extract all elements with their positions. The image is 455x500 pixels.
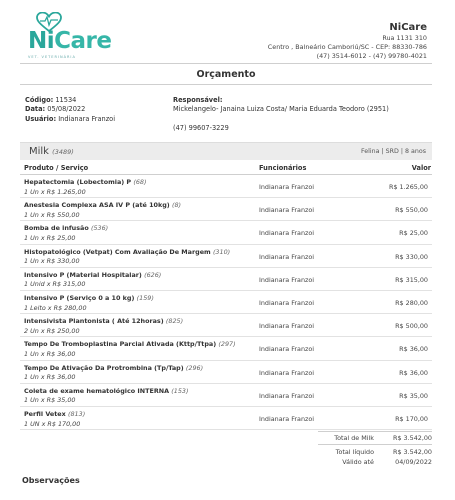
company-name: NiCare — [389, 22, 427, 33]
item-name — [24, 224, 108, 232]
item-value: R$ 1.265,00 — [389, 183, 428, 191]
responsible-label: Responsável: — [173, 96, 223, 104]
pet-id: (3489) — [52, 148, 74, 156]
item-value: R$ 550,00 — [395, 206, 428, 215]
pet-name-block — [29, 146, 74, 157]
item-quantity: 1 Leito x R$ 280,00 — [24, 303, 87, 312]
item-code: (153) — [171, 386, 189, 395]
table-row — [20, 268, 432, 291]
totals-divider — [318, 431, 432, 432]
item-value: R$ 280,00 — [395, 299, 428, 307]
item-name-text: Anestesia Complexa ASA IV P (até 10kg) — [24, 201, 170, 210]
item-name-text: Hepatectomia (Lobectomia) P — [24, 178, 132, 186]
table-row — [20, 384, 432, 407]
item-quantity: 1 Un x R$ 36,00 — [24, 373, 76, 382]
item-quantity: 1 Un x R$ 550,00 — [24, 210, 80, 219]
item-name-text: Tempo De Tromboplastina Parcial Ativada (Kttp/Ttpa) — [24, 340, 217, 349]
item-name-text: Intensivo P (Material Hospitalar) — [24, 270, 142, 279]
company-info — [268, 22, 427, 62]
responsible-phone: (47) 99607-3229 — [173, 123, 229, 132]
observations-title: Observações — [22, 476, 80, 485]
item-staff: Indianara Franzoi — [259, 229, 315, 238]
date-label: Data: — [25, 105, 46, 114]
item-value: R$ 170,00 — [395, 415, 428, 423]
item-value: R$ 35,00 — [399, 391, 428, 400]
budget-user: Indianara Franzoi — [58, 114, 116, 123]
pet-name: Milk — [29, 146, 49, 157]
table-row — [20, 221, 432, 244]
logo-wordmark — [28, 28, 111, 54]
pet-bar — [20, 142, 432, 160]
item-name — [24, 178, 146, 186]
budget-date: 05/08/2022 — [47, 105, 86, 114]
item-quantity: 1 UN x R$ 170,00 — [24, 419, 81, 428]
item-value: R$ 330,00 — [395, 252, 428, 261]
item-staff: Indianara Franzoi — [259, 275, 315, 284]
item-staff: Indianara Franzoi — [259, 299, 315, 307]
item-quantity: 1 Un x R$ 1.265,00 — [24, 187, 86, 196]
item-quantity: 1 Un x R$ 25,00 — [24, 233, 76, 242]
item-code: (813) — [68, 410, 86, 418]
item-name-text: Intensivo P (Serviço 0 a 10 kg) — [24, 294, 135, 302]
company-street: Rua 1131 310 — [382, 34, 427, 42]
item-name — [24, 248, 230, 256]
header-product: Produto / Serviço — [24, 164, 89, 172]
header — [0, 0, 455, 62]
item-staff: Indianara Franzoi — [259, 368, 315, 377]
logo-word-ni: Ni — [28, 28, 55, 54]
table-row — [20, 198, 432, 221]
code-label: Código: — [25, 96, 54, 104]
item-quantity: 1 Unid x R$ 315,00 — [24, 280, 86, 289]
table-row — [20, 291, 432, 314]
budget-info — [25, 96, 115, 124]
item-name-text: Tempo De Ativação Da Protrombina (Tp/Tap) — [24, 363, 184, 372]
item-staff: Indianara Franzoi — [259, 206, 315, 215]
pet-total-value: R$ 3.542,00 — [393, 434, 432, 442]
item-name-text: Histopatológico (Vetpat) Com Avaliação De Margem — [24, 247, 211, 256]
document-title: Orçamento — [20, 63, 432, 85]
item-name-text: Coleta de exame hematológico INTERNA — [24, 386, 170, 395]
responsible-info — [173, 96, 389, 133]
user-label: Usuário: — [25, 114, 57, 123]
item-name-text: Bomba de infusão — [24, 224, 89, 233]
item-code: (159) — [136, 294, 154, 302]
item-quantity: 1 Un x R$ 330,00 — [24, 257, 80, 266]
table-row — [20, 361, 432, 384]
valid-until-label: Válido até — [342, 458, 374, 466]
header-staff: Funcionários — [259, 164, 307, 172]
item-quantity: 1 Un x R$ 36,00 — [24, 349, 76, 358]
table-row — [20, 407, 432, 430]
item-name-text: Intensivista Plantonista ( Até 12horas) — [24, 317, 164, 326]
company-address: Centro , Balneário Camboriú/SC - CEP: 88330-786 — [267, 43, 427, 52]
item-code: (310) — [212, 247, 231, 256]
item-quantity: 1 Un x R$ 35,00 — [24, 396, 76, 405]
item-staff: Indianara Franzoi — [259, 252, 315, 261]
item-name — [24, 387, 188, 395]
company-phones: (47) 3514-6012 - (47) 99780-4021 — [316, 52, 427, 61]
item-name-text: Perfil Vetex — [24, 410, 66, 418]
item-name — [24, 201, 181, 209]
item-value: R$ 500,00 — [395, 322, 428, 331]
item-staff: Indianara Franzoi — [259, 183, 315, 191]
item-value: R$ 36,00 — [399, 368, 428, 377]
item-code: (825) — [165, 317, 184, 326]
logo-tagline: VET. VETERINÁRIA — [28, 55, 76, 59]
item-name — [24, 317, 183, 325]
pet-total-label: Total de Milk — [334, 434, 374, 442]
responsible-name: Mickelangelo- Janaina Luiza Costa/ Maria Eduarda Teodoro (2951) — [173, 105, 389, 114]
item-quantity: 2 Un x R$ 250,00 — [24, 326, 80, 335]
item-name — [24, 271, 161, 279]
item-code: (536) — [90, 224, 109, 233]
item-code: (8) — [171, 201, 182, 210]
item-value: R$ 25,00 — [399, 229, 428, 238]
item-value: R$ 36,00 — [399, 345, 428, 354]
item-staff: Indianara Franzoi — [259, 345, 315, 354]
item-name — [24, 364, 203, 372]
item-staff: Indianara Franzoi — [259, 391, 315, 400]
item-name — [24, 410, 85, 418]
net-total-value: R$ 3.542,00 — [393, 448, 432, 456]
table-row — [20, 175, 432, 198]
totals-divider-2 — [318, 444, 432, 445]
table-row — [20, 314, 432, 337]
logo-word-care: Care — [54, 28, 112, 54]
valid-until-value: 04/09/2022 — [395, 458, 432, 466]
budget-code: 11534 — [55, 96, 77, 104]
net-total-label: Total líquido — [335, 448, 374, 456]
item-name — [24, 340, 236, 348]
header-value: Valor — [411, 164, 431, 172]
item-code: (626) — [144, 270, 162, 279]
item-staff: Indianara Franzoi — [259, 322, 315, 331]
nicare-logo — [22, 12, 142, 64]
item-name — [24, 294, 154, 302]
item-code: (297) — [218, 340, 236, 349]
item-value: R$ 315,00 — [395, 275, 428, 284]
item-code: (68) — [133, 178, 147, 186]
table-row — [20, 337, 432, 360]
pet-details: Felina | SRD | 8 anos — [361, 148, 426, 155]
table-row — [20, 245, 432, 268]
item-code: (296) — [185, 363, 204, 372]
item-staff: Indianara Franzoi — [259, 415, 315, 423]
